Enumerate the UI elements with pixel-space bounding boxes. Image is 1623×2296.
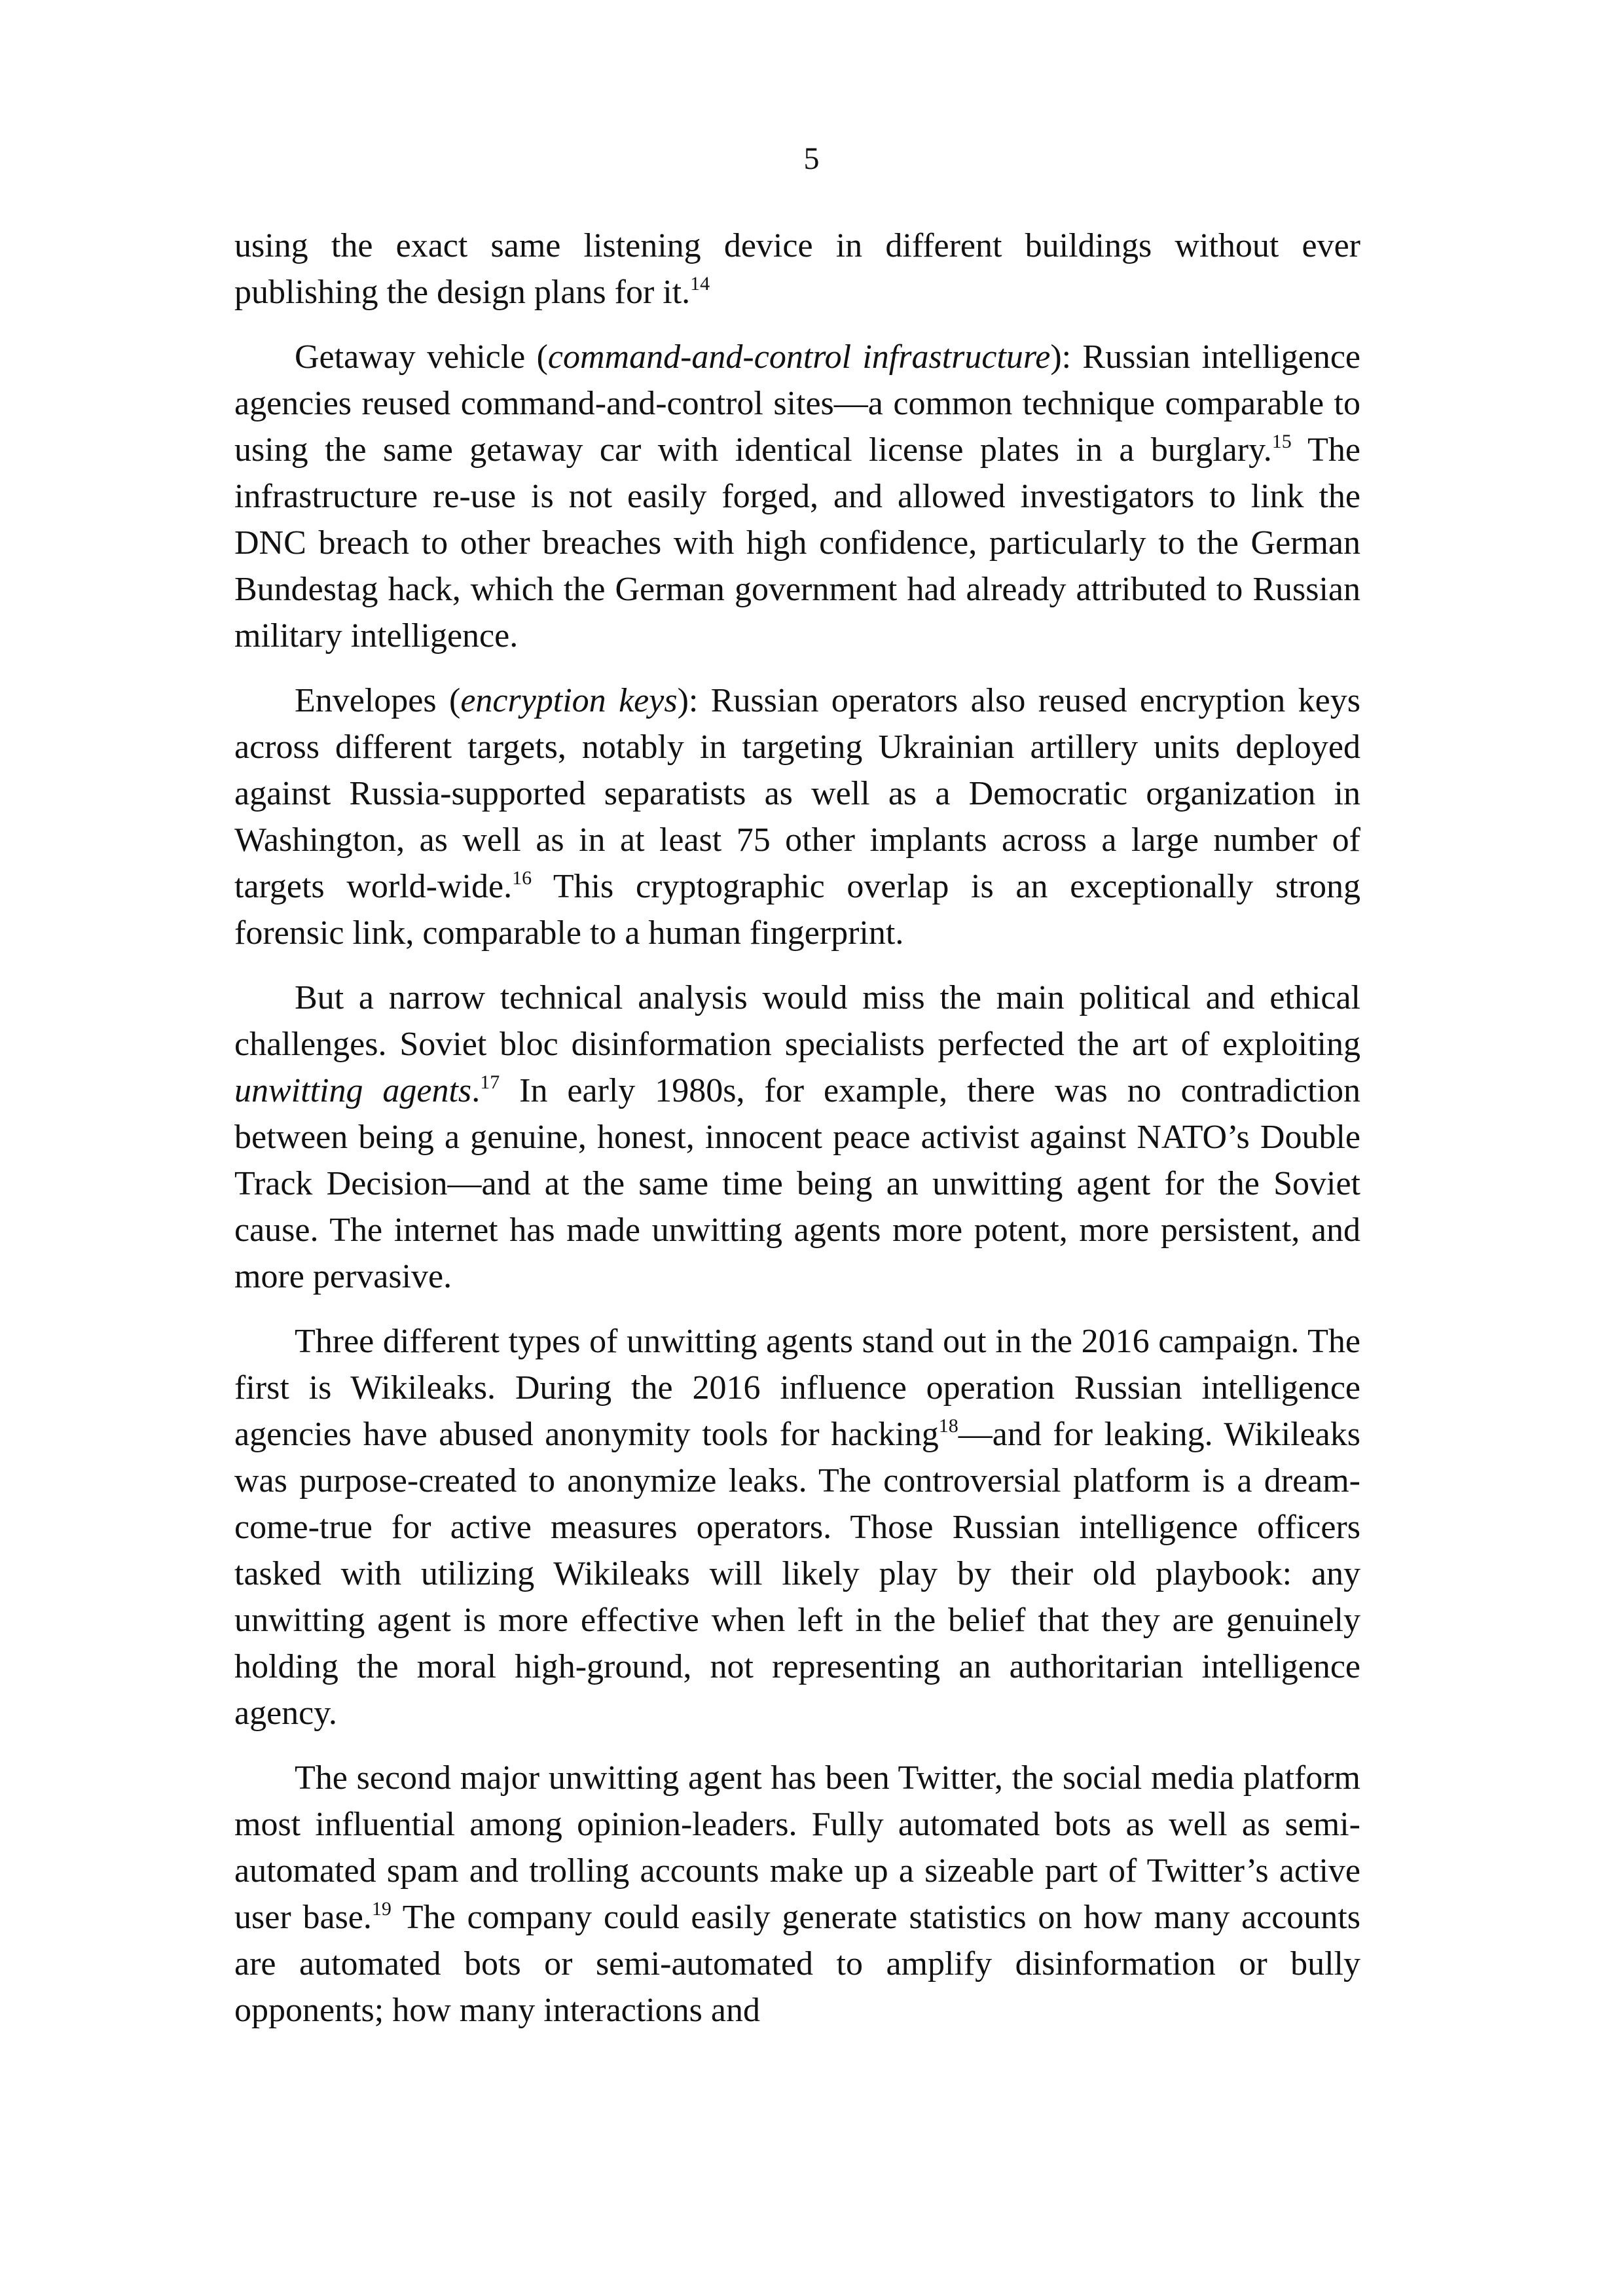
paragraph bbox=[234, 223, 1360, 315]
italic-term: command-and-control infrastructure bbox=[547, 338, 1051, 376]
footnote-marker: 16 bbox=[512, 867, 532, 889]
text-run: . bbox=[471, 1072, 481, 1109]
text-run: ): Russian intelligence agencies reused command-and-control sites—a common technique comparable to using the same getaway car with identical license plates in a burglary. bbox=[234, 338, 1360, 469]
paragraph bbox=[234, 677, 1360, 956]
italic-term: encryption keys bbox=[460, 682, 678, 719]
text-run: The company could easily generate statistics on how many accounts are automated bots or semi-automated to amplify disinformation or bully opponents; how many interactions and bbox=[234, 1899, 1360, 2029]
paragraph bbox=[234, 1318, 1360, 1736]
body-text bbox=[234, 223, 1360, 2052]
paragraph bbox=[234, 975, 1360, 1300]
text-run: Getaway vehicle ( bbox=[295, 338, 548, 376]
text-run: The second major unwitting agent has been Twitter, the social media platform most influential among opinion-leaders. Fully automated bots as well as semi-automated spam and trolling accounts make up a sizeable part of Twitter’s active user base. bbox=[234, 1759, 1360, 1936]
text-run: The infrastructure re-use is not easily forged, and allowed investigators to link the DNC breach to other breaches with high confidence, particularly to the German Bundestag hack, which the German government had already attributed to Russian military intelligence. bbox=[234, 431, 1361, 655]
text-run: Envelopes ( bbox=[295, 682, 461, 719]
italic-term: unwitting agents bbox=[234, 1072, 472, 1109]
text-run: In early 1980s, for example, there was no contradiction between being a genuine, honest, innocent peace activist against NATO’s Double Track Decision—and at the same time being an unwitting agent for the Soviet cause. The internet has made unwitting agents more potent, more persistent, and more pervasive. bbox=[234, 1072, 1360, 1295]
text-run: But a narrow technical analysis would miss the main political and ethical challenges. Soviet bloc disinformation specialists perfected the art of exploiting bbox=[234, 979, 1360, 1063]
text-run: This cryptographic overlap is an exceptionally strong forensic link, comparable to a human fingerprint. bbox=[234, 868, 1360, 952]
paragraph bbox=[234, 334, 1360, 659]
text-run: —and for leaking. Wikileaks was purpose-created to anonymize leaks. The controversial platform is a dream-come-true for active measures operators. Those Russian intelligence officers tasked with utilizing Wikileaks will likely play by their old playbook: any unwitting agent is more effective when left in the belief that they are genuinely holding the moral high-ground, not representing an authoritarian intelligence agency. bbox=[234, 1416, 1360, 1732]
text-run: Three different types of unwitting agents stand out in the 2016 campaign. The first is Wikileaks. During the 2016 influence operation Russian intelligence agencies have abused anonymity tools for hacking bbox=[234, 1323, 1360, 1453]
footnote-marker: 14 bbox=[690, 273, 710, 295]
footnote-marker: 19 bbox=[371, 1898, 392, 1920]
footnote-marker: 17 bbox=[480, 1071, 500, 1093]
page-number: 5 bbox=[803, 141, 820, 176]
paragraph bbox=[234, 1755, 1360, 2034]
footnote-marker: 18 bbox=[938, 1415, 958, 1437]
text-run: using the exact same listening device in different buildings without ever publishing the design plans for it. bbox=[234, 227, 1360, 311]
text-run: ): Russian operators also reused encryption keys across different targets, notably in targeting Ukrainian artillery units deployed against Russia-supported separatists as well as a Democratic organization in Washington, as well as in at least 75 other implants across a large number of targets world-wide. bbox=[234, 682, 1360, 905]
footnote-marker: 15 bbox=[1271, 431, 1292, 452]
